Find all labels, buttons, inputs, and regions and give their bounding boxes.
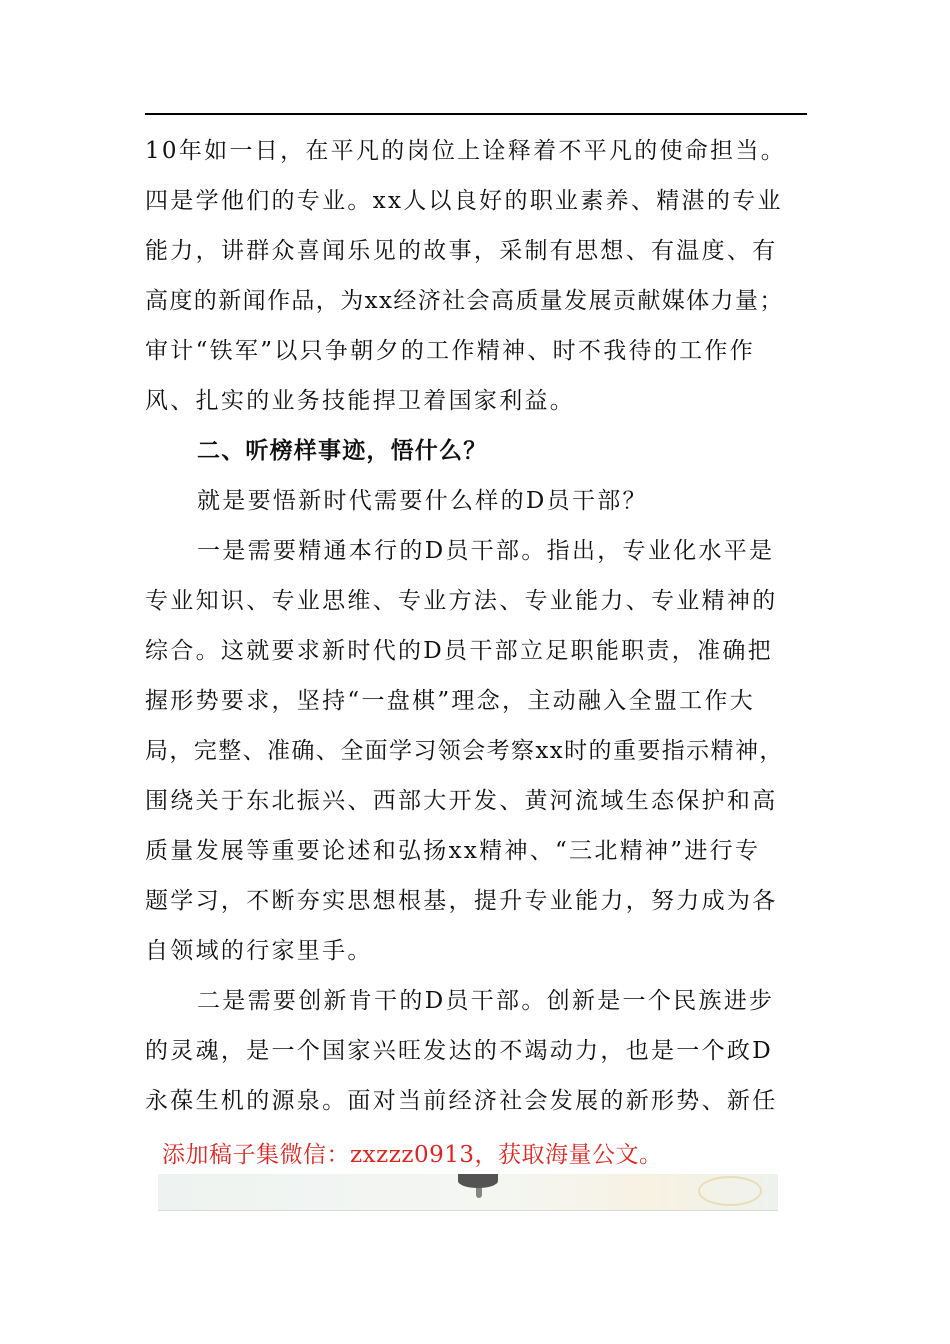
body-line: 风、扎实的业务技能捍卫着国家利益。: [145, 388, 576, 414]
footer-promo-note: 添加稿子集微信：zxzzz0913，获取海量公文。: [162, 1142, 663, 1168]
body-line: 能力，讲群众喜闻乐见的故事，采制有思想、有温度、有: [145, 238, 778, 264]
section-heading: 二、听榜样事迹，悟什么？: [197, 438, 488, 464]
cloud-swirl-icon: [698, 1176, 762, 1206]
body-line: 高度的新闻作品，为xx经济社会高质量发展贡献媒体力量；: [145, 288, 784, 314]
body-line: 的灵魂，是一个国家兴旺发达的不竭动力，也是一个政D: [145, 1038, 773, 1064]
body-line: 握形势要求，坚持“一盘棋”理念，主动融入全盟工作大: [145, 688, 756, 714]
body-line: 专业知识、专业思维、专业方法、专业能力、专业精神的: [145, 588, 778, 614]
body-line: 永葆生机的源泉。面对当前经济社会发展的新形势、新任: [145, 1088, 778, 1114]
header-rule: [145, 113, 807, 115]
body-line: 质量发展等重要论述和弘扬xx精神、“三北精神”进行专: [145, 838, 761, 864]
body-line: 审计“铁军”以只争朝夕的工作精神、时不我待的工作作: [145, 338, 756, 364]
body-line: 综合。这就要求新时代的D员干部立足职能职责，准确把: [145, 638, 773, 664]
body-line: 局，完整、准确、全面学习领会考察xx时的重要指示精神，: [145, 738, 784, 764]
body-line: 题学习，不断夯实思想根基，提升专业能力，努力成为各: [145, 888, 778, 914]
document-body: [145, 126, 825, 1126]
body-line: 围绕关于东北振兴、西部大开发、黄河流域生态保护和高: [145, 788, 778, 814]
paragraph-first-line: 二是需要创新肯干的D员干部。创新是一个民族进步: [197, 988, 775, 1014]
footer-banner-image: [158, 1174, 778, 1211]
paragraph-first-line: 就是要悟新时代需要什么样的D员干部？: [197, 488, 648, 514]
paragraph-first-line: 一是需要精通本行的D员干部。指出，专业化水平是: [197, 538, 775, 564]
body-line: 10年如一日，在平凡的岗位上诠释着不平凡的使命担当。: [145, 138, 787, 164]
body-line: 自领域的行家里手。: [145, 938, 373, 964]
body-line: 四是学他们的专业。xx人以良好的职业素养、精湛的专业: [145, 188, 783, 214]
ink-drip-icon: [476, 1184, 482, 1198]
